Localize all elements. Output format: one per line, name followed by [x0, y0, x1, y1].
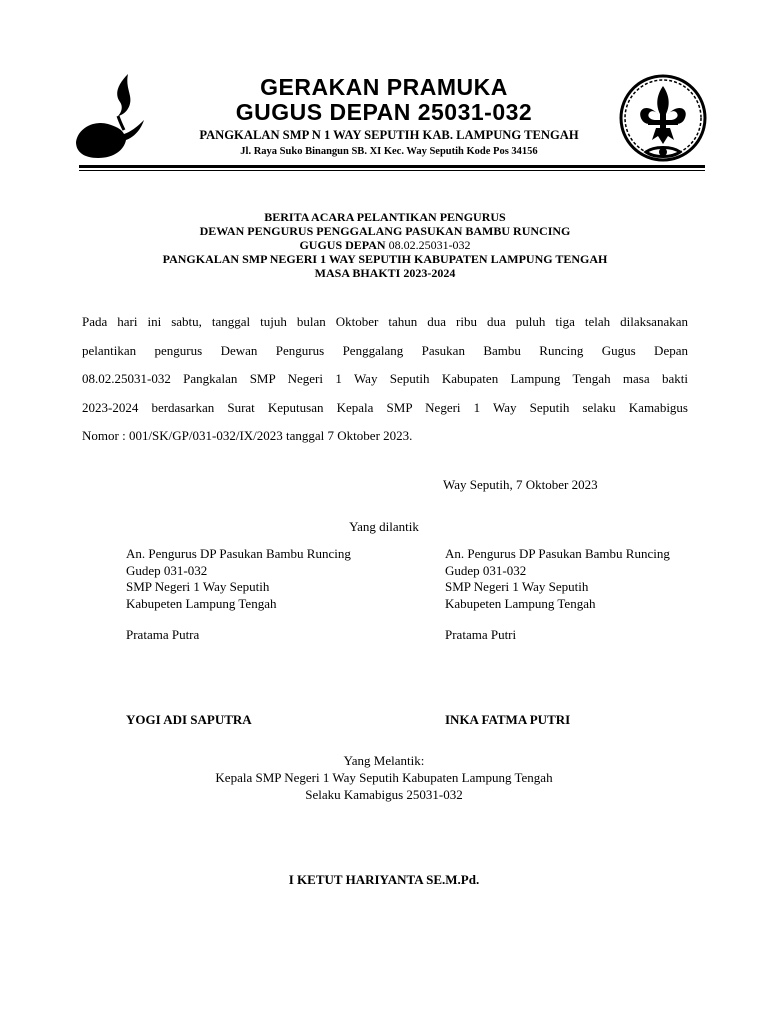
body-line-2: pelantikan pengurus Dewan Pengurus Penggalang Pasukan Bambu Runcing Gugus Depan	[82, 342, 688, 358]
header-base: PANGKALAN SMP N 1 WAY SEPUTIH KAB. LAMPUNG TENGAH	[199, 128, 579, 142]
place-date: Way Seputih, 7 Oktober 2023	[443, 477, 598, 492]
right-signer-line-1: An. Pengurus DP Pasukan Bambu Runcing	[445, 546, 670, 561]
body-line-1: Pada hari ini sabtu, tanggal tujuh bulan Oktober tahun dua ribu dua puluh tiga telah dilaksanakan	[82, 314, 688, 329]
right-signer-line-2: Gudep 031-032	[445, 562, 527, 578]
right-signer-name: INKA FATMA PUTRI	[445, 712, 571, 727]
title-line-3	[80, 238, 690, 252]
header-gudep: GUGUS DEPAN 25031-032	[235, 99, 533, 125]
right-signer-role: Pratama Putri	[445, 627, 517, 642]
melantik-label: Yang Melantik:	[343, 753, 425, 768]
tunas-kelapa-logo	[74, 72, 146, 162]
right-signer-block	[445, 546, 670, 612]
melantik-block	[0, 752, 768, 803]
header-address: Jl. Raya Suko Binangun SB. XI Kec. Way Seputih Kode Pos 34156	[240, 146, 538, 157]
body-line-3: 08.02.25031-032 Pangkalan SMP Negeri 1 Way Seputih Kabupaten Lampung Tengah masa bakti	[82, 371, 688, 387]
body-line-4: 2023-2024 berdasarkan Surat Keputusan Kepala SMP Negeri 1 Way Seputih selaku Kamabigus	[82, 399, 688, 415]
title-line-5: MASA BHAKTI 2023-2024	[314, 266, 456, 280]
left-signer-line-3: SMP Negeri 1 Way Seputih	[126, 579, 270, 594]
title-line-2: DEWAN PENGURUS PENGGALANG PASUKAN BAMBU RUNCING	[199, 224, 571, 238]
yang-dilantik-label: Yang dilantik	[349, 519, 419, 534]
scout-emblem	[616, 74, 710, 168]
left-signer-line-4: Kabupeten Lampung Tengah	[126, 595, 277, 611]
melantik-line-2: Selaku Kamabigus 25031-032	[305, 787, 463, 802]
melantik-name: I KETUT HARIYANTA SE.M.Pd.	[288, 872, 480, 887]
left-signer-name: YOGI ADI SAPUTRA	[126, 712, 252, 727]
title-line-4: PANGKALAN SMP NEGERI 1 WAY SEPUTIH KABUPATEN LAMPUNG TENGAH	[162, 252, 608, 266]
left-signer-line-1: An. Pengurus DP Pasukan Bambu Runcing	[126, 546, 351, 561]
body-line-5: Nomor : 001/SK/GP/031-032/IX/2023 tanggal 7 Oktober 2023.	[82, 428, 413, 444]
title-line-1: BERITA ACARA PELANTIKAN PENGURUS	[264, 210, 506, 224]
document-title	[80, 210, 690, 280]
title-line-3-code: 08.02.25031-032	[388, 238, 471, 252]
right-signer-line-4: Kabupeten Lampung Tengah	[445, 595, 596, 611]
letterhead-rule-thick	[79, 165, 705, 168]
melantik-line-1: Kepala SMP Negeri 1 Way Seputih Kabupaten Lampung Tengah	[215, 770, 553, 785]
letterhead-rule-thin	[79, 170, 705, 171]
title-line-3-prefix: GUGUS DEPAN	[299, 238, 389, 252]
right-signer-line-3: SMP Negeri 1 Way Seputih	[445, 579, 589, 594]
header-org: GERAKAN PRAMUKA	[260, 74, 508, 100]
left-signer-block	[126, 546, 351, 612]
left-signer-line-2: Gudep 031-032	[126, 562, 208, 578]
body-paragraph	[82, 308, 688, 451]
left-signer-role: Pratama Putra	[126, 627, 200, 642]
